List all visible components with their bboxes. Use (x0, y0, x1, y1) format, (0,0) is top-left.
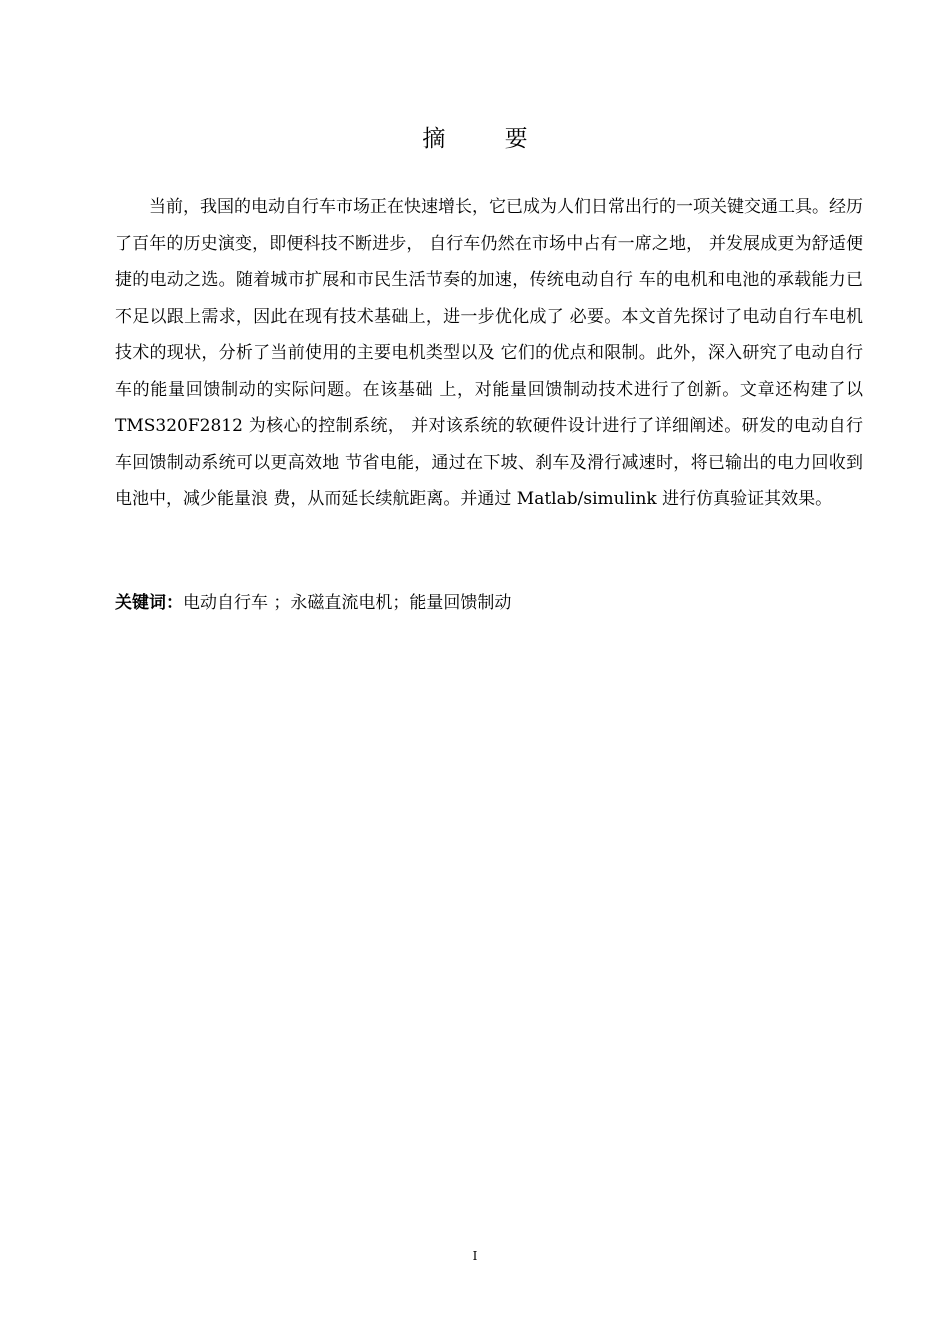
keywords-line (115, 588, 863, 618)
abstract-title: 摘 要 (422, 126, 554, 152)
keywords-text: 电动自行车 ；永磁直流电机；能量回馈制动 (183, 593, 512, 613)
abstract-body: 当前，我国的电动自行车市场正在快速增长，它已成为人们日常出行的一项关键交通工具。经历了百年的历史演变，即便科技不断进步， 自行车仍然在市场中占有一席之地， 并发展成更为舒适便捷的电动之选。随着城市扩展和市民生活节奏的加速，传统电动自行 车的电机和电池的承载能力已不足以跟上需求，因此在现有技术基础上，进一步优化成了 必要。本文首先探讨了电动自行车电机技术的现状，分析了当前使用的主要电机类型以及 它们的优点和限制。此外，深入研究了电动自行车的能量回馈制动的实际问题。在该基础 上，对能量回馈制动技术进行了创新。文章还构建了以 TMS320F2812 为核心的控制系统， 并对该系统的软硬件设计进行了详细阐述。研发的电动自行车回馈制动系统可以更高效地 节省电能，通过在下坡、刹车及滑行减速时，将已输出的电力回收到电池中，减少能量浪 费，从而延长续航距离。并通过 Matlab/simulink 进行仿真验证其效果。 (115, 197, 863, 509)
keywords-label: 关键词： (115, 593, 183, 613)
page-number: I (472, 1249, 478, 1263)
